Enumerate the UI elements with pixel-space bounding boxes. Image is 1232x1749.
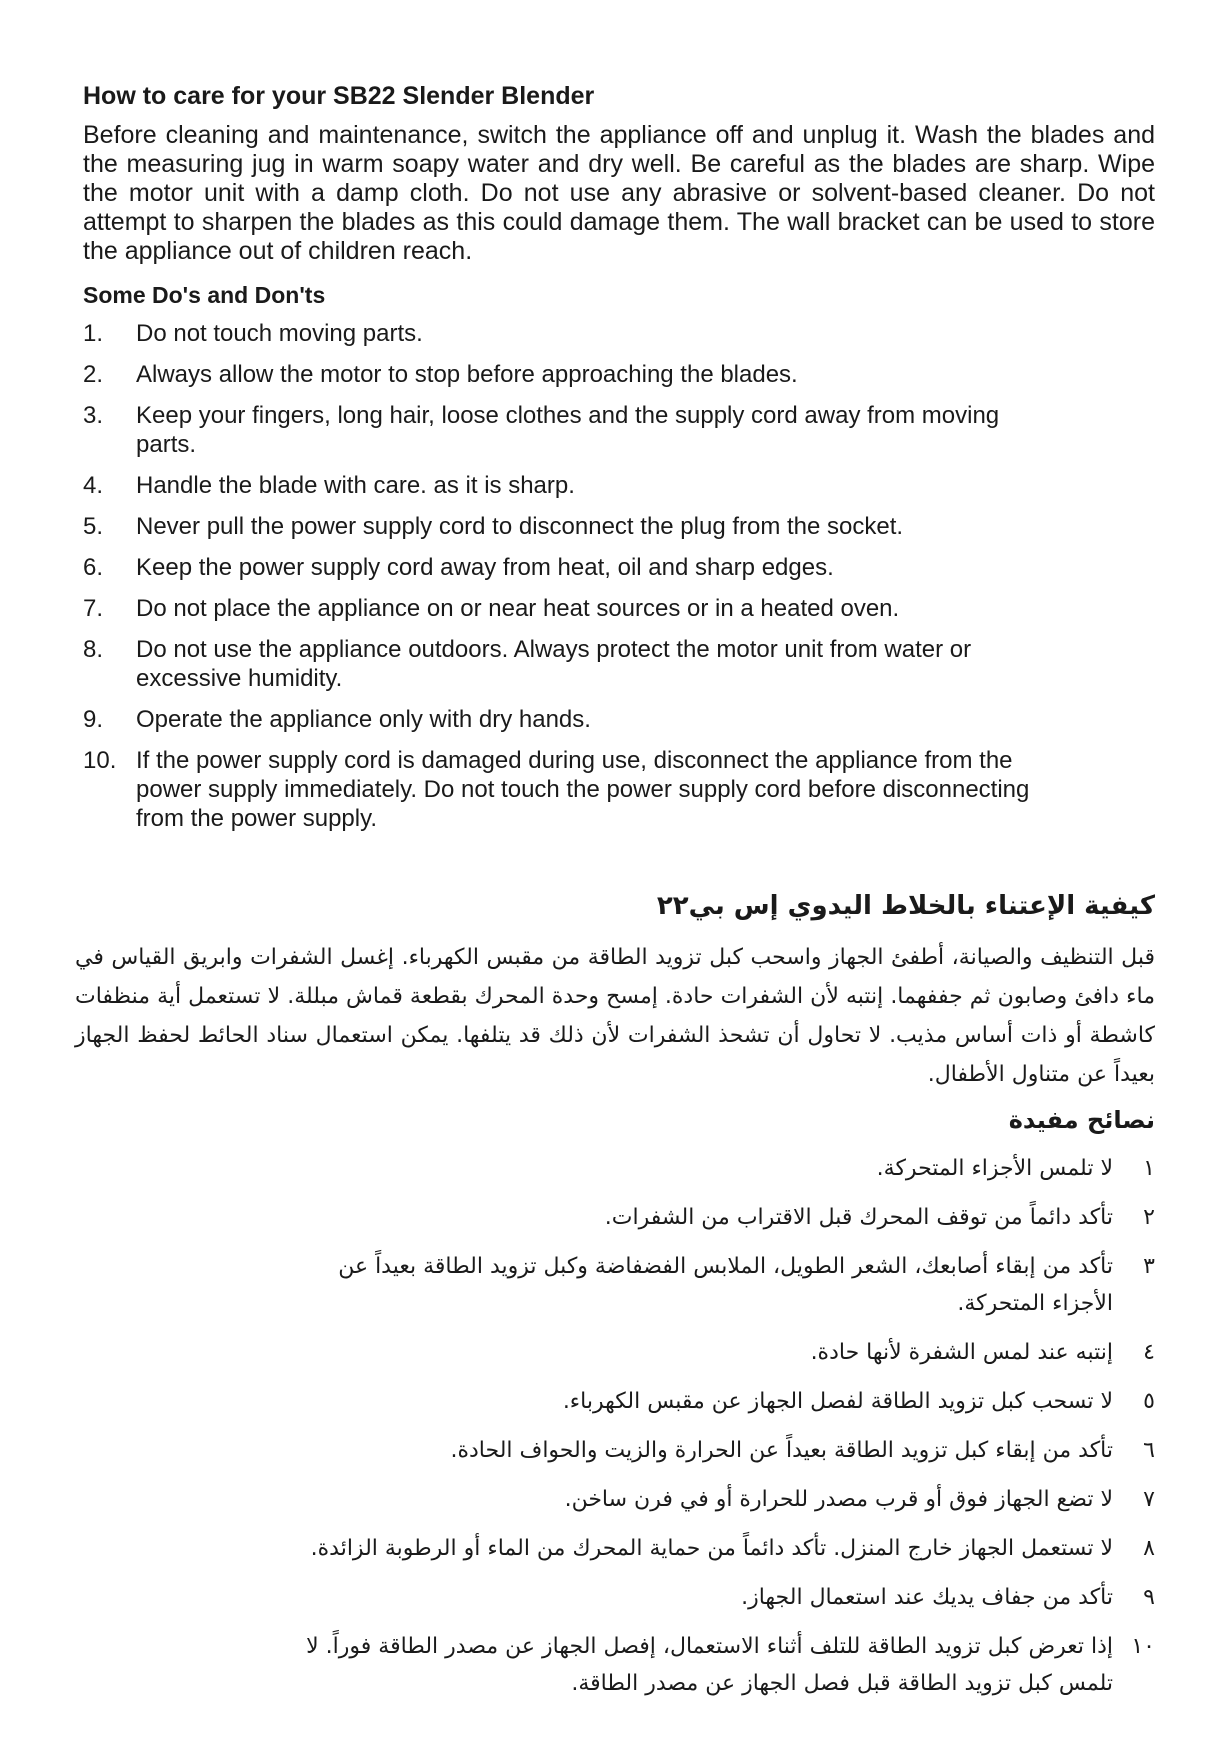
english-title: How to care for your SB22 Slender Blender xyxy=(83,82,595,110)
item-text: لا تضع الجهاز فوق أو قرب مصدر للحرارة أو في فرن ساخن. xyxy=(564,1487,1113,1512)
english-care-paragraph: Before cleaning and maintenance, switch the appliance off and unplug it. Wash the blades and the measuring jug in warm soapy water and dry well. Be careful as the blades are sharp. Wipe the motor unit with a damp cloth. Do not use any abrasive or solvent-based cleaner. Do not attempt to sharpen the blades as this could damage them. The wall bracket can be used to store the appliance out of children reach. xyxy=(83,121,1155,265)
arabic-tips-heading: نصائح مفيدة xyxy=(1008,1106,1155,1134)
item-number: 3. xyxy=(83,402,104,429)
item-text: Keep the power supply cord away from heat, oil and sharp edges. xyxy=(136,554,834,581)
item-number: 1. xyxy=(83,320,104,347)
list-item xyxy=(75,1628,1155,1702)
list-item xyxy=(83,471,1155,500)
list-item xyxy=(83,553,1155,582)
item-text: تأكد دائماً من توقف المحرك قبل الاقتراب من الشفرات. xyxy=(604,1205,1113,1230)
arabic-care-paragraph: قبل التنظيف والصيانة، أطفئ الجهاز واسحب كبل تزويد الطاقة من مقبس الكهرباء. إغسل الشفرات وابريق القياس في ماء دافئ وصابون ثم جففهما. إنتبه لأن الشفرات حادة. إمسح وحدة المحرك بقطعة قماش مبللة. لا تستعمل أية منظفات كاشطة أو ذات أساس مذيب. لا تحاول أن تشحذ الشفرات لأن ذلك قد يتلفها. يمكن استعمال سناد الحائط لحفظ الجهاز بعيداً عن متناول الأطفال. xyxy=(75,945,1155,1087)
item-text: Do not place the appliance on or near heat sources or in a heated oven. xyxy=(136,595,900,622)
english-section xyxy=(83,80,1155,845)
item-number: 7. xyxy=(83,595,104,622)
item-number: ٢ xyxy=(1143,1205,1155,1230)
list-item xyxy=(83,705,1155,734)
list-item xyxy=(83,594,1155,623)
list-item xyxy=(75,1383,1155,1420)
item-number: 8. xyxy=(83,636,104,663)
list-item xyxy=(75,1248,1155,1322)
item-number: 4. xyxy=(83,472,104,499)
item-text: Do not use the appliance outdoors. Always protect the motor unit from water or excessive humidity. xyxy=(136,636,972,692)
list-item xyxy=(83,512,1155,541)
item-text: Never pull the power supply cord to disconnect the plug from the socket. xyxy=(136,513,904,540)
list-item xyxy=(83,360,1155,389)
item-text: Always allow the motor to stop before approaching the blades. xyxy=(136,361,798,388)
item-number: ٧ xyxy=(1143,1487,1155,1512)
item-text: Do not touch moving parts. xyxy=(136,320,423,347)
item-text: تأكد من إبقاء كبل تزويد الطاقة بعيداً عن الحرارة والزيت والحواف الحادة. xyxy=(450,1438,1113,1463)
item-number: 5. xyxy=(83,513,104,540)
item-text: تأكد من إبقاء أصابعك، الشعر الطويل، الملابس الفضفاضة وكبل تزويد الطاقة بعيداً عن الأجزاء المتحركة. xyxy=(338,1254,1113,1316)
list-item xyxy=(75,1334,1155,1371)
item-number: ٤ xyxy=(1143,1340,1155,1365)
item-text: If the power supply cord is damaged during use, disconnect the appliance from the power supply immediately. Do not touch the power supply cord before disconnecting from the power supply. xyxy=(136,747,1030,832)
list-item xyxy=(75,1481,1155,1518)
item-number: ١ xyxy=(1143,1156,1155,1181)
item-number: ٨ xyxy=(1143,1536,1155,1561)
list-item xyxy=(75,1199,1155,1236)
item-text: Operate the appliance only with dry hands. xyxy=(136,706,591,733)
item-number: 10. xyxy=(83,747,117,774)
arabic-section xyxy=(75,888,1155,1714)
item-text: إذا تعرض كبل تزويد الطاقة للتلف أثناء الاستعمال، إفصل الجهاز عن مصدر الطاقة فوراً. لا تلمس كبل تزويد الطاقة قبل فصل الجهاز عن مصدر الطاقة. xyxy=(306,1634,1113,1696)
item-text: Handle the blade with care. as it is sharp. xyxy=(136,472,575,499)
english-dos-donts-list xyxy=(83,319,1155,833)
item-number: ٩ xyxy=(1143,1585,1155,1610)
item-number: 6. xyxy=(83,554,104,581)
item-text: لا تستعمل الجهاز خارج المنزل. تأكد دائماً من حماية المحرك من الماء أو الرطوبة الزائدة. xyxy=(310,1536,1113,1561)
item-text: Keep your fingers, long hair, loose clothes and the supply cord away from moving parts. xyxy=(136,402,1000,458)
list-item xyxy=(75,1432,1155,1469)
item-number: ٦ xyxy=(1143,1438,1155,1463)
item-number: ٥ xyxy=(1143,1389,1155,1414)
list-item xyxy=(75,1150,1155,1187)
list-item xyxy=(83,401,1155,459)
item-number: 2. xyxy=(83,361,104,388)
item-text: لا تسحب كبل تزويد الطاقة لفصل الجهاز عن مقبس الكهرباء. xyxy=(562,1389,1113,1414)
list-item xyxy=(83,746,1155,833)
list-item xyxy=(75,1530,1155,1567)
item-number: ٣ xyxy=(1143,1254,1155,1279)
item-text: لا تلمس الأجزاء المتحركة. xyxy=(876,1156,1113,1181)
item-text: تأكد من جفاف يديك عند استعمال الجهاز. xyxy=(741,1585,1113,1610)
item-text: إنتبه عند لمس الشفرة لأنها حادة. xyxy=(810,1340,1113,1365)
english-dos-donts-heading: Some Do's and Don'ts xyxy=(83,282,326,308)
item-number: ١٠ xyxy=(1131,1634,1155,1659)
list-item xyxy=(83,319,1155,348)
item-number: 9. xyxy=(83,706,104,733)
arabic-title: كيفية الإعتناء بالخلاط اليدوي إس بي٢٢ xyxy=(656,891,1155,921)
arabic-tips-list xyxy=(75,1150,1155,1702)
list-item xyxy=(83,635,1155,693)
list-item xyxy=(75,1579,1155,1616)
